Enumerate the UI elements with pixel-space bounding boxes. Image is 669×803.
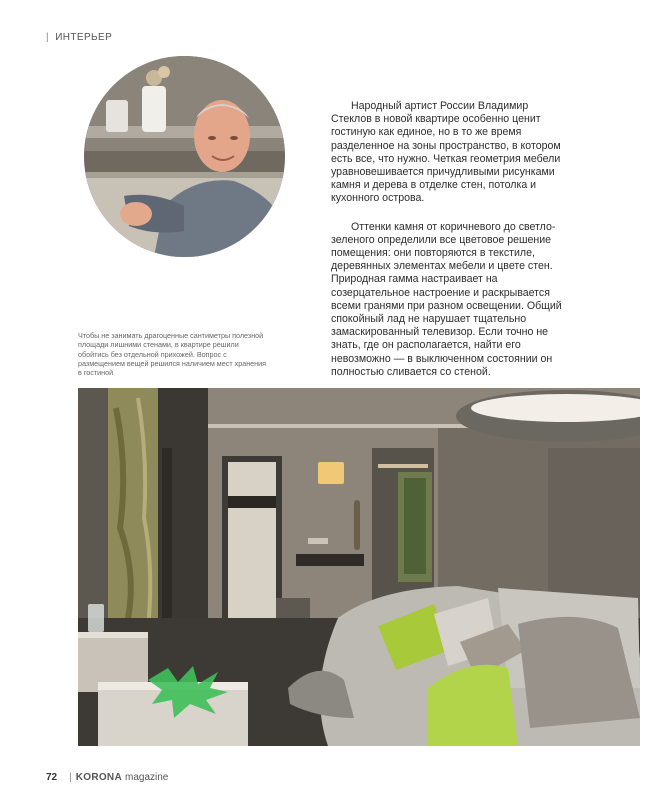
- section-title: ИНТЕРЬЕР: [55, 32, 113, 43]
- page-number: 72: [46, 772, 58, 783]
- footer-divider: |: [69, 772, 72, 783]
- section-divider: |: [46, 32, 49, 43]
- page-footer: [46, 772, 168, 783]
- article-body: [331, 100, 563, 379]
- interior-photo: [78, 388, 640, 746]
- section-header: [46, 32, 112, 43]
- article-paragraph: Народный артист России Владимир Стеклов в новой квартире особенно ценит гостиную как единое, но в то же время разделенное на зоны пространство, в котором есть все, что нужно. Четкая геометрия мебели уравновешивается причудливыми рисунками камня и дерева в отделке стен, потолка и кухонного острова.: [331, 100, 561, 205]
- article-paragraph: Оттенки камня от коричневого до светло-зеленого определили все цветовое решение помещения: они повторяются в текстиле, деревянных элементах мебели и цвете стен. Природная гамма настраивает на созерцательное настроение и раскрывается всеми гранями при разном освещении. Общий спокойный лад не нарушает тщательно замаскированный телевизор. Если точно не знать, где он располагается, найти его невозможно — в выключенном состоянии он полностью сливается со стеной.: [331, 220, 562, 378]
- photo-caption: Чтобы не занимать драгоценные сантиметры полезной площади лишними стенами, в квартире решили обойтись без отдельной прихожей. Вопрос с размещением вещей решился наличием мест хранения в гостиной: [78, 331, 267, 378]
- footer-magazine: magazine: [124, 772, 169, 783]
- footer-brand: KORONA: [75, 772, 122, 783]
- portrait-photo: [84, 56, 285, 257]
